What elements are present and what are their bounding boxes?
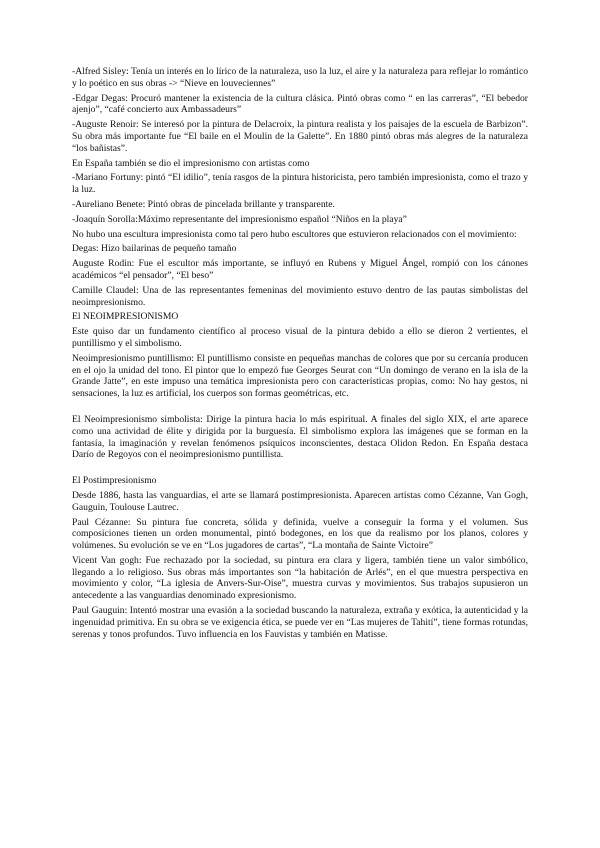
paragraph-escultura: No hubo una escultura impresionista como tal pero hubo escultores que estuvieron relacionados con el movimiento: xyxy=(72,228,517,240)
paragraph-degas-escultura: Degas: Hizo bailarinas de pequeño tamaño xyxy=(72,243,237,255)
paragraph-neoimpresionismo-intro: Este quiso dar un fundamento científico al proceso visual de la pintura debido a ello se dieron 2 vertientes, el puntillismo y el simbolismo. xyxy=(72,326,528,349)
paragraph-mariano-fortuny: -Mariano Fortuny: pintó “El idilio”, tenía rasgos de la pintura historicista, pero también impresionista, como el trazo y la luz. xyxy=(72,172,528,196)
paragraph-aureliano-benete: -Aureliano Benete: Pintó obras de pincelada brillante y transparente. xyxy=(72,198,335,210)
paragraph-auguste-renoir: -Auguste Renoir: Se interesó por la pintura de Delacroix, la pintura realista y los paisajes de la escuela de Barbizon”. Su obra más importante fue “El baile en el Moulin de la Galette”. En 1880 pintó obras más alegres de la naturaleza “los bañistas”. xyxy=(72,119,528,154)
paragraph-joaquin-sorolla: -Joaquín Sorolla:Máximo representante del impresionismo español “Niños en la playa” xyxy=(72,213,407,225)
paragraph-postimpresionismo-intro: Desde 1886, hasta las vanguardias, el arte se llamará postimpresionista. Aparecen artistas como Cézanne, Van Gogh, Gauguin, Toulouse Lautrec. xyxy=(72,489,528,513)
paragraph-paul-gauguin: Paul Gauguin: Intentó mostrar una evasión a la sociedad buscando la naturaleza, extraña y exótica, la autenticidad y la ingenuidad primitiva. En su obra se ve exigencia ética, se puede ver en “Las mujeres de Tahití”, tiene formas rotundas, serenas y tonos profundos. Tuvo influencia en los Fauvistas y también en Matisse. xyxy=(72,605,528,640)
paragraph-auguste-rodin: Auguste Rodin: Fue el escultor más importante, se influyó en Rubens y Miguel Ángel, rompió con los cánones académicos “el pensador”, “El beso” xyxy=(72,258,528,281)
paragraph-edgar-degas: -Edgar Degas: Procuró mantener la existencia de la cultura clásica. Pintó obras como “ en las carreras”, “El bebedor ajenjo”, “café concierto aux Ambassadeurs” xyxy=(72,92,528,116)
paragraph-puntillismo: Neoimpresionismo puntillismo: El puntillismo consiste en pequeñas manchas de colores que por su cercanía producen en el ojo la unidad del tono. El pintor que lo empezó fue Georges Seurat con “Un domingo de verano en la isla de la Grande Jatte”, en este impuso una temática impresionista pero con características propias, como: No hay gestos, ni sensaciones, la luz es artificial, los cuerpos son formas geométricas, etc. xyxy=(72,352,528,400)
section-heading-neoimpresionismo: El NEOIMPRESIONISMO xyxy=(72,311,179,323)
section-heading-postimpresionismo: El Postimpresionismo xyxy=(72,475,157,487)
paragraph-camille-claudel: Camille Claudel: Una de las representantes femeninas del movimiento estuvo dentro de las pautas simbolistas del neoimpresionismo. xyxy=(72,284,528,308)
paragraph-simbolista: El Neoimpresionismo simbolista: Dirige la pintura hacia lo más espiritual. A finales del siglo XIX, el arte aparece como una actividad de élite y dirigida por la burguesía. El simbolismo explora las imágenes que se forman en la fantasía, la imaginación y revelan fenómenos psíquicos inconscientes, destaca Olidon Redon. En España destaca Darío de Regoyos con el neoimpresionismo puntillista. xyxy=(72,413,528,461)
paragraph-espana-impresionismo: En España también se dio el impresionismo con artistas como xyxy=(72,157,310,169)
paragraph-van-gogh: Vicent Van gogh: Fue rechazado por la sociedad, su pintura era clara y ligera, también tiene un valor simbólico, llegando a lo religioso. Sus obras más importantes son “la habitación de Arlés”, en el que muestra perspectiva en movimiento y color, “La iglesia de Anvers-Sur-Oise”, muestra curvas y movimientos. Sus trabajos supusieron un antecedente a las vanguardias denominado expresionismo. xyxy=(72,554,528,602)
paragraph-alfred-sisley: -Alfred Sisley: Tenía un interés en lo lírico de la naturaleza, uso la luz, el aire y la naturaleza para reflejar lo romántico y lo poético en sus obras -> “Nieve en louveciennes” xyxy=(72,66,528,89)
paragraph-paul-cezanne: Paul Cézanne: Su pintura fue concreta, sólida y definida, vuelve a conseguir la forma y el volumen. Sus composiciones tienen un orden monumental, pintó bodegones, en los que da realismo por los planos, colores y volúmenes. Su evolución se ve en “Los jugadores de cartas”, “La montaña de Sainte Victoire” xyxy=(72,516,528,552)
